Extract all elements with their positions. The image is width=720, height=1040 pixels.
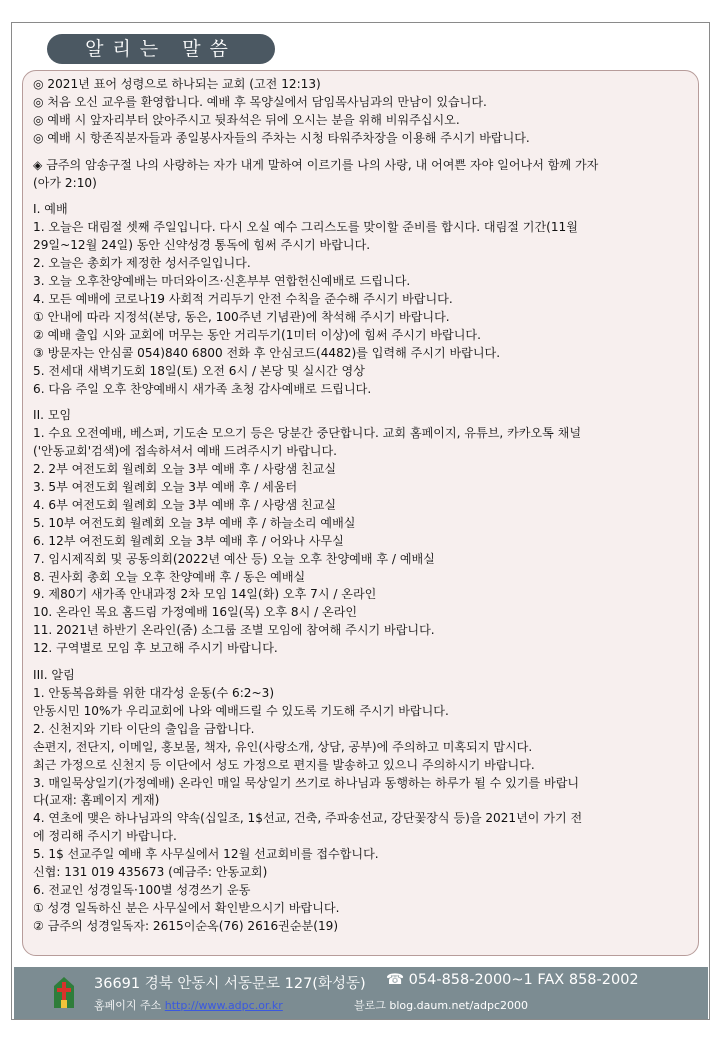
notice-line: 5. 전세대 새벽기도회 18일(토) 오전 6시 / 본당 및 실시간 영상 <box>33 363 365 378</box>
notice-line: 6. 다음 주일 오후 찬양예배시 새가족 초청 감사예배로 드립니다. <box>33 381 372 396</box>
notice-line: 10. 온라인 목요 홈드림 가정예배 16일(목) 오후 8시 / 온라인 <box>33 605 358 620</box>
notice-line: ② 금주의 성경일독자: 2615이순옥(76) 2616권순분(19) <box>33 918 339 933</box>
notice-line: ('안동교회'검색)에 접속하셔서 예배 드려주시기 바랍니다. <box>33 444 338 459</box>
blog-info: 블로그 blog.daum.net/adpc2000 <box>354 999 529 1012</box>
spacer <box>33 148 692 157</box>
notice-line: 7. 임시제직회 및 공동의회(2022년 예산 등) 오늘 오후 찬양예배 후 / 예배실 <box>33 551 435 566</box>
notice-line: 1. 수요 오전예배, 베스퍼, 기도손 모으기 등은 당분간 중단합니다. 교회 홈페이지, 유튜브, 카카오톡 채널 <box>33 426 582 441</box>
notice-line: ② 예배 출입 시와 교회에 머무는 동안 거리두기(1미터 이상)에 힘써 주시기 바랍니다. <box>33 327 481 342</box>
notice-line: ① 성경 일독하신 분은 사무실에서 확인받으시기 바랍니다. <box>33 900 340 915</box>
page-title: 알리는 말씀 <box>47 34 275 64</box>
notice-line: 29일~12월 24일) 동안 신약성경 통독에 힘써 주시기 바랍니다. <box>33 238 371 253</box>
notice-line: ③ 방문자는 안심콜 054)840 6800 전화 후 안심코드(4482)를 입력해 주시기 바랍니다. <box>33 345 501 360</box>
notice-line: 4. 6부 여전도회 월례회 오늘 3부 예배 후 / 사랑샘 친교실 <box>33 497 337 512</box>
notice-line: 6. 12부 여전도회 월례회 오늘 3부 예배 후 / 어와나 사무실 <box>33 533 344 548</box>
notice-line: 손편지, 전단지, 이메일, 홍보물, 책자, 유인(사랑소개, 상담, 공부)에 주의하고 미혹되지 맙시다. <box>33 739 533 754</box>
homepage-info <box>94 997 283 1013</box>
spacer <box>33 658 692 667</box>
notice-line: 3. 오늘 오후찬양예배는 마더와이즈·신혼부부 연합헌신예배로 드립니다. <box>33 274 411 289</box>
spacer <box>33 192 692 201</box>
notice-line: 11. 2021년 하반기 온라인(줌) 소그룹 조별 모임에 참여해 주시기 바랍니다. <box>33 623 435 638</box>
notice-line: 5. 10부 여전도회 월례회 오늘 3부 예배 후 / 하늘소리 예배실 <box>33 515 356 530</box>
notice-line: ◎ 처음 오신 교우를 환영합니다. 예배 후 목양실에서 담임목사님과의 만남이 있습니다. <box>33 94 487 109</box>
notice-line: 2. 신천지와 기타 이단의 출입을 금합니다. <box>33 721 255 736</box>
notice-line: II. 모임 <box>33 408 72 423</box>
notice-line: 1. 오늘은 대림절 셋째 주일입니다. 다시 오실 예수 그리스도를 맞이할 준비를 합시다. 대림절 기간(11월 <box>33 220 578 235</box>
notice-line: 6. 전교인 성경일독·100별 성경쓰기 운동 <box>33 882 251 897</box>
notice-line: 최근 가정으로 신천지 등 이단에서 성도 가정으로 편지를 발송하고 있으니 주의하시기 바랍니다. <box>33 757 535 772</box>
notice-line: 다(교재: 홈페이지 게재) <box>33 793 160 808</box>
church-cross-logo-icon <box>52 977 76 1009</box>
church-address: 36691 경북 안동시 서동문로 127(화성동) <box>94 976 366 992</box>
notice-line: ① 안내에 따라 지정석(본당, 동은, 100주년 기념관)에 착석해 주시기 바랍니다. <box>33 309 450 324</box>
notice-box <box>22 70 699 956</box>
notice-line: 안동시민 10%가 우리교회에 나와 예배드릴 수 있도록 기도해 주시기 바랍니다. <box>33 703 449 718</box>
notice-line: 4. 연초에 맺은 하나님과의 약속(십일조, 1$선교, 건축, 주파송선교, 강단꽃장식 등)을 2021년이 가기 전 <box>33 811 583 826</box>
notice-line: 3. 5부 여전도회 월례회 오늘 3부 예배 후 / 세움터 <box>33 480 298 495</box>
notice-line: 4. 모든 예배에 코로나19 사회적 거리두기 안전 수칙을 준수해 주시기 바랍니다. <box>33 291 453 306</box>
notice-line: 3. 매일묵상일기(가정예배) 온라인 매일 묵상일기 쓰기로 하나님과 동행하는 하루가 될 수 있기를 바랍니 <box>33 775 580 790</box>
notice-line: 12. 구역별로 모임 후 보고해 주시기 바랍니다. <box>33 641 278 656</box>
notice-line: 1. 안동복음화를 위한 대각성 운동(수 6:2~3) <box>33 686 275 700</box>
notice-line: 신협: 131 019 435673 (예금주: 안동교회) <box>33 865 268 880</box>
notice-line: 에 정리해 주시기 바랍니다. <box>33 829 177 844</box>
notice-line: ◎ 예배 시 항존직분자들과 종일봉사자들의 주차는 시청 타워주차장을 이용해 주시기 바랍니다. <box>33 130 530 145</box>
notice-line: III. 알림 <box>33 668 75 683</box>
notice-line: (아가 2:10) <box>33 175 97 190</box>
spacer <box>33 398 692 407</box>
notice-line: ◈ 금주의 암송구절 나의 사랑하는 자가 내게 말하여 이르기를 나의 사랑, 내 어여쁜 자야 일어나서 함께 가자 <box>33 157 599 172</box>
bulletin-page <box>11 22 710 1020</box>
notice-line: I. 예배 <box>33 202 68 217</box>
notice-line: 2. 2부 여전도회 월례회 오늘 3부 예배 후 / 사랑샘 친교실 <box>33 462 337 477</box>
notice-line: ◎ 2021년 표어 성령으로 하나되는 교회 (고전 12:13) <box>33 77 321 91</box>
notice-line: ◎ 예배 시 앞자리부터 앉아주시고 뒷좌석은 뒤에 오시는 분을 위해 비워주십시오. <box>33 112 460 127</box>
notice-line: 8. 권사회 총회 오늘 오후 찬양예배 후 / 동은 예배실 <box>33 569 306 584</box>
notice-line: 2. 오늘은 총회가 제정한 성서주일입니다. <box>33 256 251 271</box>
church-phone: ☎ 054-858-2000~1 FAX 858-2002 <box>386 972 639 988</box>
homepage-label: 홈페이지 주소 <box>94 999 162 1012</box>
homepage-link[interactable]: http://www.adpc.or.kr <box>164 999 283 1012</box>
notice-line: 9. 제80기 새가족 안내과정 2차 모임 14일(화) 오후 7시 / 온라인 <box>33 587 377 602</box>
notice-line: 5. 1$ 선교주일 예배 후 사무실에서 12월 선교회비를 접수합니다. <box>33 847 379 862</box>
footer <box>14 967 708 1019</box>
